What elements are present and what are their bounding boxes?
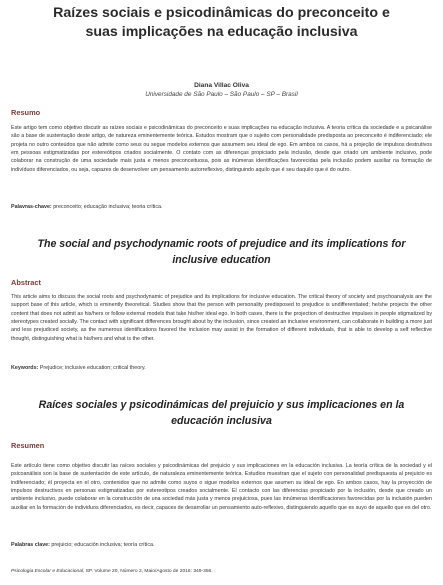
palabras-clave-label: Palabras clave: xyxy=(11,542,50,548)
palavras-chave-label: Palavras-chave: xyxy=(11,204,52,210)
journal-name: Psicologia Escolar e Educacional xyxy=(11,569,84,574)
keywords-label: Keywords: xyxy=(11,365,39,371)
resumen-heading: Resumen xyxy=(11,441,45,450)
article-title xyxy=(0,4,443,42)
journal-footer xyxy=(11,569,213,574)
resumo-body: Este artigo tem como objetivo discutir as raízes sociais e psicodinâmicas do preconceito e suas implicações na educação inclusiva. A teoria crítica da sociedade e a psicanálise são a base de sustentação deste artigo, de natureza eminentemente teórica. Estudos mostram que o sujeito com personalidade predisposta ao preconceito é indiferenciado; ele projeta no outro conteúdos que não admite como seus ou segue modelos externos que assumem seu ideal de ego. Em ambos os casos, há a projeção de impulsos destrutivos em pessoas estigmatizadas por estereótipos criados socialmente. O contato com as diferenças propiciado pela inclusão, desde que criado um ambiente inclusivo, pode colaborar na construção de uma sociedade mais justa e menos preconceituosa, pois as inúmeras identificações favorecidas pela inclusão podem auxiliar na formação de indivíduos diferenciados, ou seja, capazes de desenvolver um pensamento autorreflexivo, distinguindo aquilo que é seu daquilo que é do outro. xyxy=(11,125,432,173)
spanish-title-line-2: educación inclusiva xyxy=(171,415,272,427)
journal-citation: , SP. Volume 20, Número 2, Maio/Agosto de 2016: 349-356. xyxy=(83,569,213,574)
spanish-title-line-1: Raíces sociales y psicodinámicas del prejuicio y sus implicaciones en la xyxy=(38,399,405,411)
author-affiliation: Universidade de São Paulo – São Paulo – SP – Brasil xyxy=(145,91,298,98)
spanish-title xyxy=(0,397,443,429)
palavras-chave-values: preconceito; educação inclusiva; teoria crítica. xyxy=(51,204,163,210)
abstract-body: This article aims to discuss the social roots and psychodynamic of prejudice and its implications for inclusive education. The critical theory of society and psychoanalysis are the support base of this article, which is eminently theoretical. Studies show that the person with personality predisposed to prejudice is undifferentiated; he/she projects the other content that does not admit as his/hers or follow external models that take his/her ideal ego. In both cases, there is the projection of destructive impulses in people stigmatized by stereotypes created socially. The contact with significant differences brought about by the inclusion, since created an inclusive environment, can collaborate in building a more just and less prejudiced society, as the numerous identifications favored the inclusion may assist in the formation of different individuals, that is able to develop a self reflective thought, distinguishing what is his/hers and what is the other. xyxy=(11,294,432,342)
english-title-line-1: The social and psychodynamic roots of prejudice and its implications for xyxy=(37,238,406,250)
resumen-body: Este artículo tiene como objetivo discutir las raíces sociales y psicodinámicas del prejuicio y sus implicaciones en la educación inclusiva. La teoría crítica de la sociedad y el psicoanálisis son la base de sustentación de este artículo, de naturaleza eminentemente teórica. Estudios muestran que el sujeto con personalidad predispuesta al prejuicio es indiferenciado; él proyecta en el otro, contenidos que no admite como suyos o sigue modelos externos que asumen su ideal de ego. En ambos casos, hay la proyección de impulsos destructivos en personas estigmatizadas por estereotipos creados socialmente. El contacto con las diferencias propiciado por la inclusión, desde que creado un ambiente inclusivo, puede colaborar en la construcción de una sociedad más justa y menos prejuiciosa, pues las innúmeras identificaciones favorecidas por la inclusión pueden auxiliar en la formación de individuos diferenciados, es decir, capaces de desarrollar un pensamiento auto-reflexivo, distinguiendo aquello que es suyo de aquello que es del otro. xyxy=(11,463,432,511)
english-title-line-2: inclusive education xyxy=(172,254,271,266)
abstract-heading: Abstract xyxy=(11,278,41,287)
resumo-heading: Resumo xyxy=(11,108,41,117)
palavras-chave xyxy=(11,203,432,211)
english-title xyxy=(0,236,443,268)
author-name: Diana Villac Oliva xyxy=(194,82,249,89)
palabras-clave xyxy=(11,541,432,549)
keywords-values: Prejudice; inclusive education; critical theory. xyxy=(38,365,146,371)
article-title-line-2: suas implicações na educação inclusiva xyxy=(85,24,358,40)
palabras-clave-values: prejuicio; educación inclusiva; teoría crítica. xyxy=(49,542,155,548)
article-title-line-1: Raízes sociais e psicodinâmicas do preconceito e xyxy=(53,5,390,21)
keywords xyxy=(11,364,432,372)
